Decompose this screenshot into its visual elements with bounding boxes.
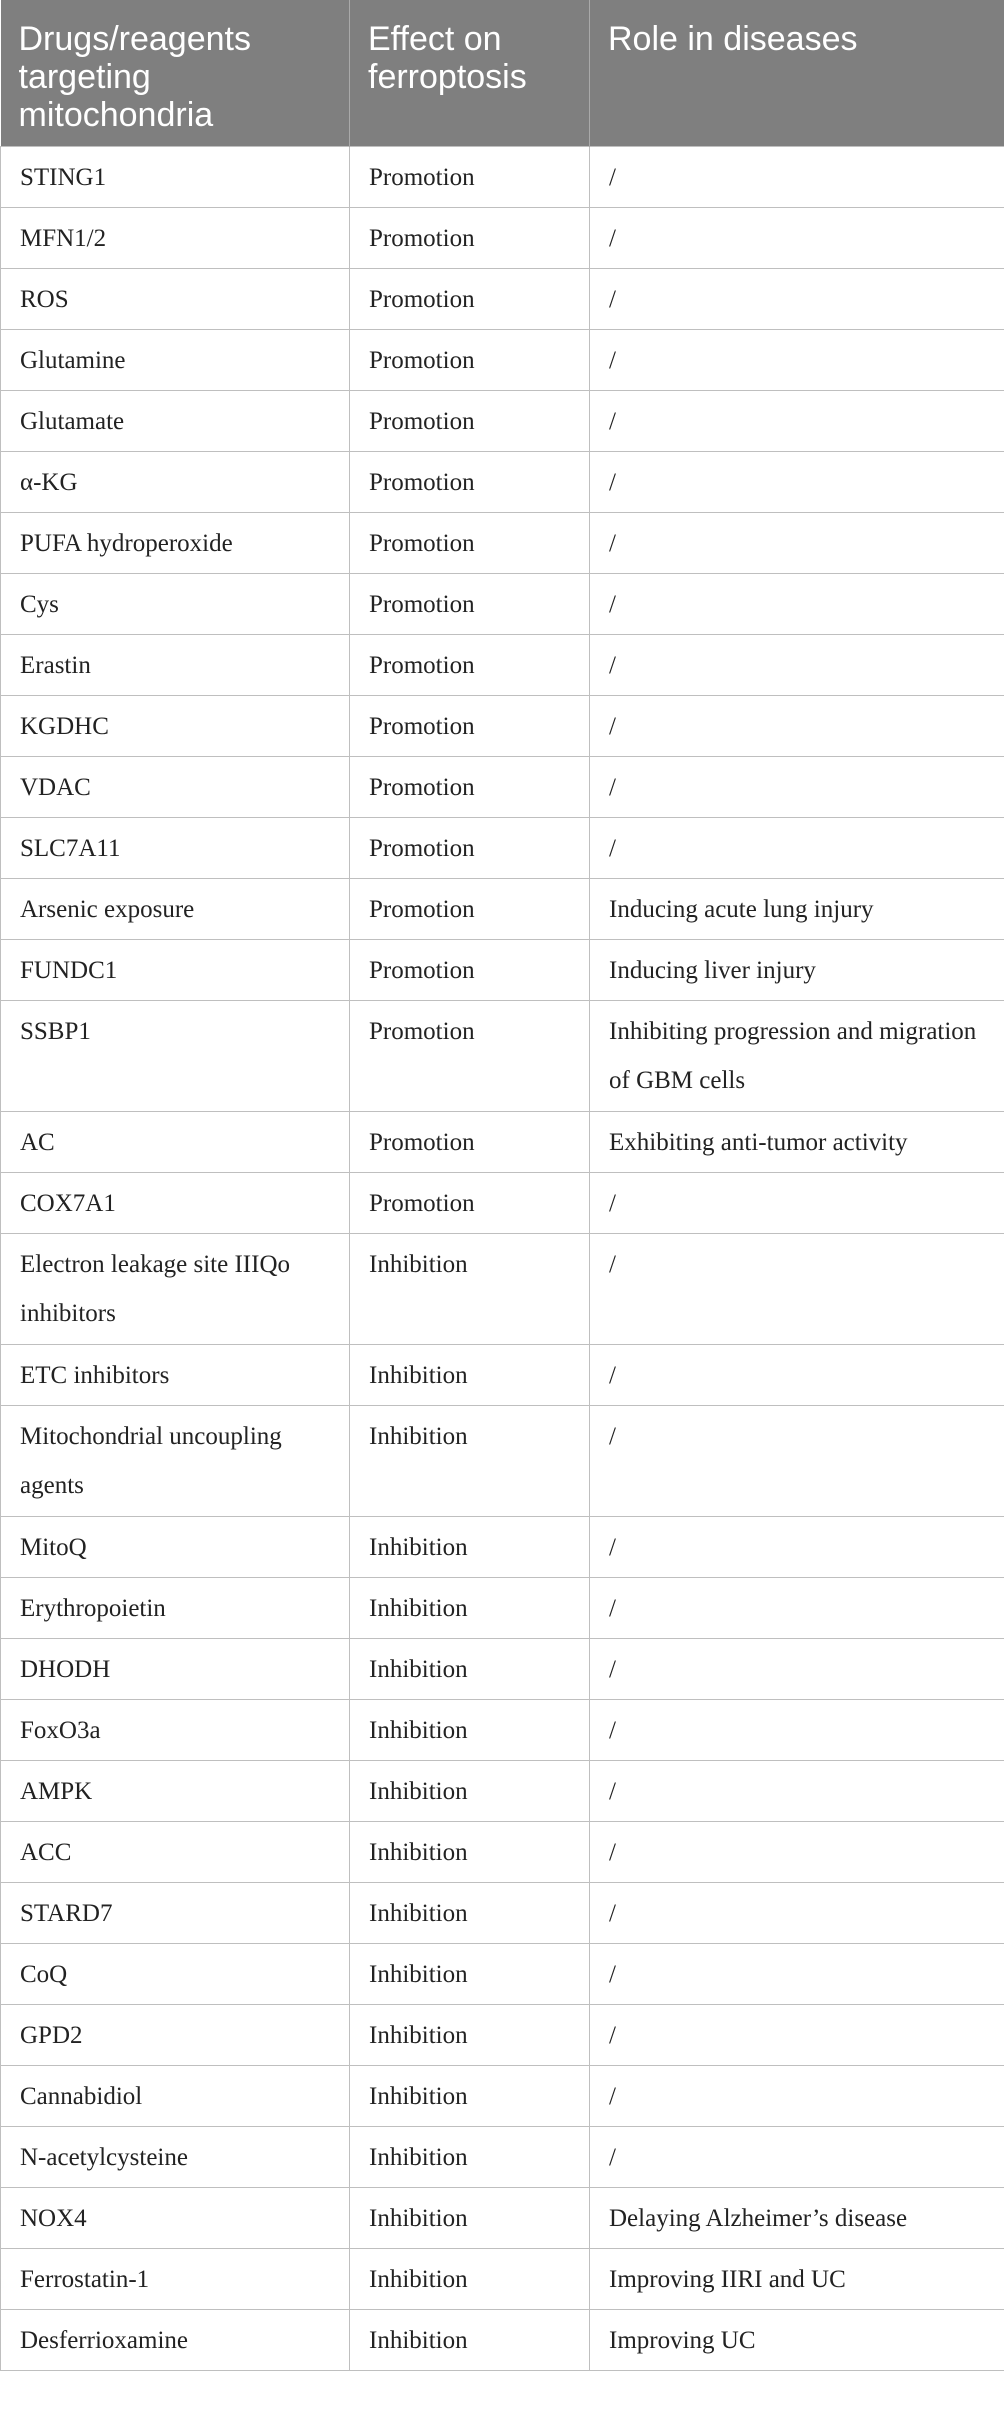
cell-role: / [590, 269, 1004, 330]
table-row [1, 1234, 1004, 1345]
cell-role: / [590, 147, 1004, 208]
cell-role: Improving IIRI and UC [590, 2249, 1004, 2310]
cell-drug: COX7A1 [1, 1173, 350, 1234]
cell-effect: Promotion [350, 574, 590, 635]
cell-drug: α-KG [1, 452, 350, 513]
cell-role: / [590, 391, 1004, 452]
cell-role: Delaying Alzheimer’s disease [590, 2188, 1004, 2249]
cell-effect: Promotion [350, 879, 590, 940]
table-row [1, 1761, 1004, 1822]
cell-role: / [590, 1173, 1004, 1234]
table-row [1, 513, 1004, 574]
cell-effect: Promotion [350, 1173, 590, 1234]
cell-effect: Promotion [350, 147, 590, 208]
cell-role: / [590, 208, 1004, 269]
cell-drug: ACC [1, 1822, 350, 1883]
cell-drug: ETC inhibitors [1, 1345, 350, 1406]
cell-effect: Promotion [350, 391, 590, 452]
table-row [1, 2249, 1004, 2310]
cell-drug: PUFA hydroperoxide [1, 513, 350, 574]
table-row [1, 1406, 1004, 1517]
cell-drug: Erastin [1, 635, 350, 696]
cell-drug: STARD7 [1, 1883, 350, 1944]
cell-drug: DHODH [1, 1639, 350, 1700]
cell-drug: MFN1/2 [1, 208, 350, 269]
table-row [1, 1345, 1004, 1406]
table-row [1, 1173, 1004, 1234]
cell-role: / [590, 574, 1004, 635]
cell-effect: Promotion [350, 208, 590, 269]
table-row [1, 2310, 1004, 2371]
cell-role: Inhibiting progression and migration of GBM cells [590, 1001, 1004, 1112]
cell-effect: Promotion [350, 635, 590, 696]
cell-effect: Inhibition [350, 1345, 590, 1406]
cell-role: / [590, 757, 1004, 818]
cell-effect: Inhibition [350, 1944, 590, 2005]
cell-effect: Promotion [350, 452, 590, 513]
cell-effect: Promotion [350, 818, 590, 879]
cell-role: / [590, 1761, 1004, 1822]
cell-effect: Inhibition [350, 1517, 590, 1578]
table-row [1, 1112, 1004, 1173]
cell-effect: Inhibition [350, 1761, 590, 1822]
cell-drug: Cys [1, 574, 350, 635]
cell-role: Improving UC [590, 2310, 1004, 2371]
header-drugs: Drugs/reagents targeting mitochondria [1, 0, 350, 147]
table-body [1, 147, 1004, 2371]
cell-role: / [590, 1234, 1004, 1345]
table-row [1, 2188, 1004, 2249]
cell-role: / [590, 1639, 1004, 1700]
cell-drug: FoxO3a [1, 1700, 350, 1761]
cell-drug: Cannabidiol [1, 2066, 350, 2127]
table-row [1, 2127, 1004, 2188]
table-row [1, 1639, 1004, 1700]
table-row [1, 452, 1004, 513]
cell-drug: N-acetylcysteine [1, 2127, 350, 2188]
cell-drug: CoQ [1, 1944, 350, 2005]
cell-drug: ROS [1, 269, 350, 330]
table-row [1, 635, 1004, 696]
cell-role: / [590, 2066, 1004, 2127]
cell-drug: GPD2 [1, 2005, 350, 2066]
cell-role: / [590, 2005, 1004, 2066]
cell-effect: Promotion [350, 330, 590, 391]
cell-effect: Inhibition [350, 1883, 590, 1944]
header-row [1, 0, 1004, 147]
cell-effect: Promotion [350, 513, 590, 574]
cell-role: / [590, 2127, 1004, 2188]
table-row [1, 1700, 1004, 1761]
cell-effect: Inhibition [350, 2066, 590, 2127]
cell-role: Inducing liver injury [590, 940, 1004, 1001]
cell-drug: KGDHC [1, 696, 350, 757]
table-row [1, 1883, 1004, 1944]
table-row [1, 330, 1004, 391]
cell-role: / [590, 1700, 1004, 1761]
cell-drug: Mitochondrial uncoupling agents [1, 1406, 350, 1517]
table-row [1, 757, 1004, 818]
cell-effect: Inhibition [350, 2127, 590, 2188]
cell-role: / [590, 513, 1004, 574]
cell-drug: VDAC [1, 757, 350, 818]
cell-drug: Electron leakage site IIIQo inhibitors [1, 1234, 350, 1345]
cell-drug: Glutamine [1, 330, 350, 391]
table-row [1, 818, 1004, 879]
table-row [1, 1944, 1004, 2005]
cell-role: / [590, 1822, 1004, 1883]
cell-role: / [590, 1944, 1004, 2005]
cell-drug: Desferrioxamine [1, 2310, 350, 2371]
cell-drug: Ferrostatin-1 [1, 2249, 350, 2310]
cell-drug: SLC7A11 [1, 818, 350, 879]
table-row [1, 208, 1004, 269]
table-row [1, 2005, 1004, 2066]
table-row [1, 1822, 1004, 1883]
cell-effect: Promotion [350, 696, 590, 757]
table-row [1, 879, 1004, 940]
cell-effect: Inhibition [350, 1234, 590, 1345]
cell-effect: Inhibition [350, 1406, 590, 1517]
cell-role: / [590, 635, 1004, 696]
cell-role: Inducing acute lung injury [590, 879, 1004, 940]
cell-role: / [590, 696, 1004, 757]
cell-drug: STING1 [1, 147, 350, 208]
cell-effect: Inhibition [350, 1700, 590, 1761]
cell-effect: Promotion [350, 757, 590, 818]
cell-role: / [590, 1578, 1004, 1639]
cell-drug: AC [1, 1112, 350, 1173]
table-row [1, 1578, 1004, 1639]
table-row [1, 1001, 1004, 1112]
cell-drug: MitoQ [1, 1517, 350, 1578]
cell-role: / [590, 452, 1004, 513]
table-row [1, 2066, 1004, 2127]
cell-effect: Inhibition [350, 2005, 590, 2066]
cell-effect: Inhibition [350, 1578, 590, 1639]
cell-drug: Erythropoietin [1, 1578, 350, 1639]
cell-effect: Promotion [350, 1112, 590, 1173]
table-row [1, 696, 1004, 757]
table-row [1, 574, 1004, 635]
table-row [1, 1517, 1004, 1578]
cell-role: Exhibiting anti-tumor activity [590, 1112, 1004, 1173]
cell-effect: Inhibition [350, 2249, 590, 2310]
cell-drug: SSBP1 [1, 1001, 350, 1112]
table-row [1, 269, 1004, 330]
cell-role: / [590, 1406, 1004, 1517]
cell-effect: Inhibition [350, 2310, 590, 2371]
table-row [1, 391, 1004, 452]
table-row [1, 940, 1004, 1001]
table-row [1, 147, 1004, 208]
cell-drug: AMPK [1, 1761, 350, 1822]
cell-drug: Arsenic exposure [1, 879, 350, 940]
header-role: Role in diseases [590, 0, 1004, 147]
cell-effect: Promotion [350, 269, 590, 330]
cell-effect: Promotion [350, 1001, 590, 1112]
cell-drug: Glutamate [1, 391, 350, 452]
cell-role: / [590, 1883, 1004, 1944]
cell-role: / [590, 818, 1004, 879]
cell-effect: Inhibition [350, 1822, 590, 1883]
cell-effect: Inhibition [350, 2188, 590, 2249]
header-effect: Effect on ferroptosis [350, 0, 590, 147]
cell-role: / [590, 1517, 1004, 1578]
cell-effect: Inhibition [350, 1639, 590, 1700]
cell-drug: NOX4 [1, 2188, 350, 2249]
cell-role: / [590, 330, 1004, 391]
cell-effect: Promotion [350, 940, 590, 1001]
cell-role: / [590, 1345, 1004, 1406]
cell-drug: FUNDC1 [1, 940, 350, 1001]
table-header [1, 0, 1004, 147]
